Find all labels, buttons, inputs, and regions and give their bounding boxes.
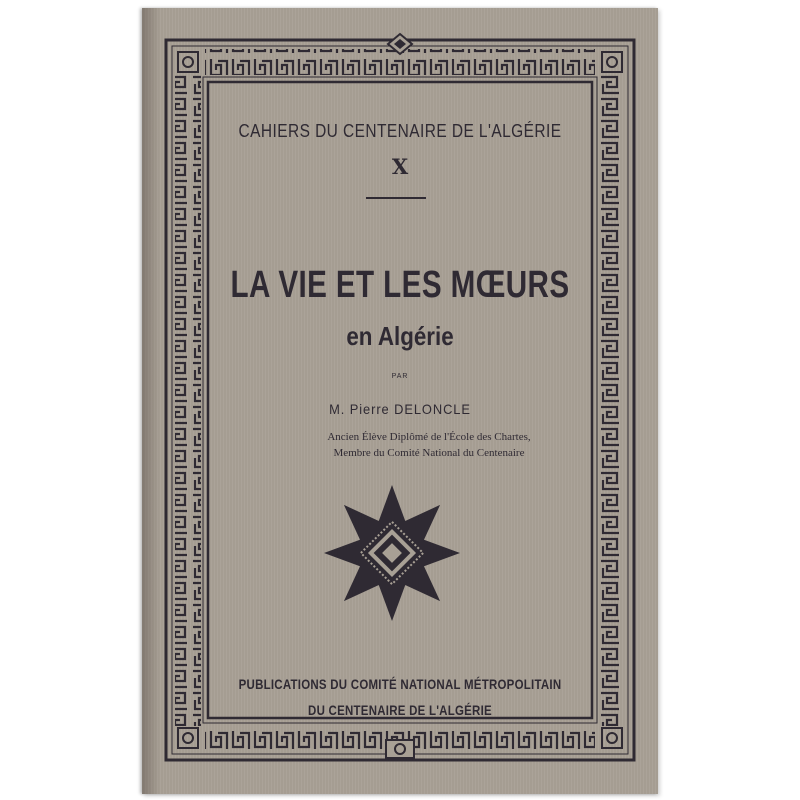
credentials-line-1: Ancien Élève Diplômé de l'École des Chartes, xyxy=(327,431,531,443)
by-label: PAR xyxy=(391,373,409,380)
eight-pointed-star-icon xyxy=(317,478,467,628)
bottom-medallion xyxy=(386,740,414,758)
series-number: X xyxy=(391,154,409,179)
author-name: M. Pierre DELONCLE xyxy=(329,401,471,417)
publisher-line-1: PUBLICATIONS DU COMITÉ NATIONAL MÉTROPOLITAIN xyxy=(238,676,562,692)
publisher xyxy=(188,671,611,723)
series-title: CAHIERS DU CENTENAIRE DE L'ALGÉRIE xyxy=(238,121,562,141)
publisher-line-2: DU CENTENAIRE DE L'ALGÉRIE xyxy=(308,702,492,718)
book-subtitle: en Algérie xyxy=(346,321,454,351)
book-title: LA VIE ET LES MŒURS xyxy=(230,264,570,306)
divider-rule xyxy=(366,197,426,199)
credentials-line-2: Membre du Comité National du Centenaire xyxy=(333,447,525,459)
book-cover xyxy=(142,8,658,794)
author-credentials xyxy=(142,429,658,461)
